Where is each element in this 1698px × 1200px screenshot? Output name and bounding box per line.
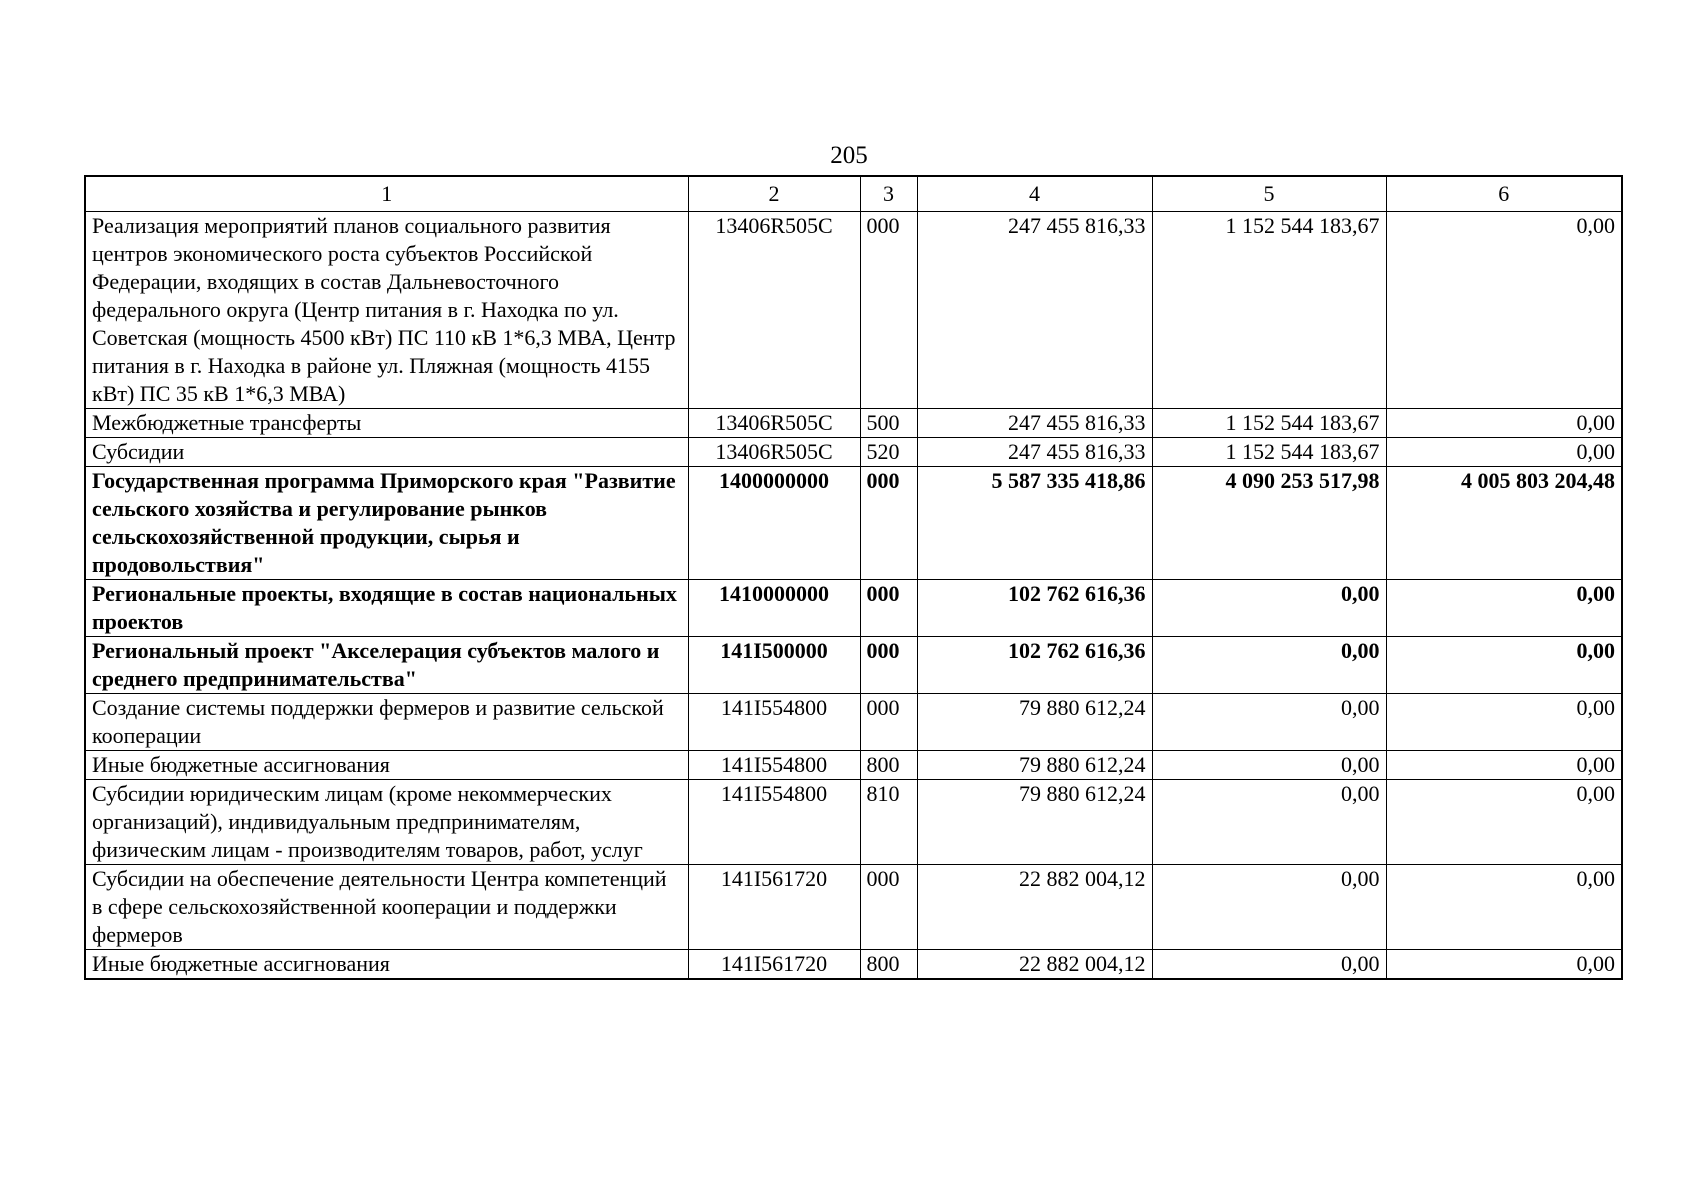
amount-col6-cell: 0,00 bbox=[1386, 637, 1622, 694]
amount-col5-cell: 0,00 bbox=[1152, 580, 1386, 637]
item-name-cell: Создание системы поддержки фермеров и развитие сельской кооперации bbox=[85, 694, 688, 751]
target-code-cell: 141I500000 bbox=[688, 637, 860, 694]
expense-kind-cell: 000 bbox=[860, 467, 917, 580]
amount-col5-cell: 4 090 253 517,98 bbox=[1152, 467, 1386, 580]
target-code-cell: 13406R505C bbox=[688, 212, 860, 409]
amount-col5-cell: 0,00 bbox=[1152, 637, 1386, 694]
column-header: 6 bbox=[1386, 176, 1622, 212]
expense-kind-cell: 800 bbox=[860, 950, 917, 980]
column-header: 1 bbox=[85, 176, 688, 212]
table-row bbox=[85, 780, 1622, 865]
amount-col4-cell: 247 455 816,33 bbox=[917, 409, 1152, 438]
amount-col6-cell: 0,00 bbox=[1386, 438, 1622, 467]
amount-col6-cell: 0,00 bbox=[1386, 694, 1622, 751]
table-row bbox=[85, 950, 1622, 980]
expense-kind-cell: 520 bbox=[860, 438, 917, 467]
amount-col5-cell: 0,00 bbox=[1152, 751, 1386, 780]
item-name-cell: Региональные проекты, входящие в состав национальных проектов bbox=[85, 580, 688, 637]
amount-col5-cell: 0,00 bbox=[1152, 780, 1386, 865]
amount-col4-cell: 5 587 335 418,86 bbox=[917, 467, 1152, 580]
amount-col4-cell: 79 880 612,24 bbox=[917, 751, 1152, 780]
expense-kind-cell: 000 bbox=[860, 580, 917, 637]
expense-kind-cell: 800 bbox=[860, 751, 917, 780]
expense-kind-cell: 500 bbox=[860, 409, 917, 438]
column-header: 2 bbox=[688, 176, 860, 212]
amount-col6-cell: 0,00 bbox=[1386, 409, 1622, 438]
table-row bbox=[85, 751, 1622, 780]
target-code-cell: 141I561720 bbox=[688, 865, 860, 950]
amount-col5-cell: 1 152 544 183,67 bbox=[1152, 212, 1386, 409]
item-name-cell: Иные бюджетные ассигнования bbox=[85, 751, 688, 780]
amount-col6-cell: 4 005 803 204,48 bbox=[1386, 467, 1622, 580]
amount-col5-cell: 0,00 bbox=[1152, 694, 1386, 751]
expense-kind-cell: 000 bbox=[860, 694, 917, 751]
table-row bbox=[85, 580, 1622, 637]
amount-col6-cell: 0,00 bbox=[1386, 950, 1622, 980]
table-row bbox=[85, 637, 1622, 694]
column-header: 5 bbox=[1152, 176, 1386, 212]
target-code-cell: 141I561720 bbox=[688, 950, 860, 980]
item-name-cell: Субсидии на обеспечение деятельности Центра компетенций в сфере сельскохозяйственной кооперации и поддержки фермеров bbox=[85, 865, 688, 950]
table-row bbox=[85, 865, 1622, 950]
column-header: 3 bbox=[860, 176, 917, 212]
amount-col5-cell: 1 152 544 183,67 bbox=[1152, 409, 1386, 438]
amount-col4-cell: 102 762 616,36 bbox=[917, 580, 1152, 637]
amount-col5-cell: 0,00 bbox=[1152, 950, 1386, 980]
column-header: 4 bbox=[917, 176, 1152, 212]
table-row bbox=[85, 694, 1622, 751]
expense-kind-cell: 000 bbox=[860, 865, 917, 950]
amount-col4-cell: 22 882 004,12 bbox=[917, 865, 1152, 950]
target-code-cell: 141I554800 bbox=[688, 780, 860, 865]
amount-col4-cell: 247 455 816,33 bbox=[917, 438, 1152, 467]
target-code-cell: 141I554800 bbox=[688, 751, 860, 780]
page-number: 205 bbox=[830, 142, 868, 169]
expense-kind-cell: 000 bbox=[860, 637, 917, 694]
item-name-cell: Межбюджетные трансферты bbox=[85, 409, 688, 438]
table-row bbox=[85, 409, 1622, 438]
amount-col4-cell: 22 882 004,12 bbox=[917, 950, 1152, 980]
header-row bbox=[85, 176, 1622, 212]
amount-col6-cell: 0,00 bbox=[1386, 212, 1622, 409]
amount-col6-cell: 0,00 bbox=[1386, 780, 1622, 865]
expense-kind-cell: 810 bbox=[860, 780, 917, 865]
target-code-cell: 13406R505C bbox=[688, 438, 860, 467]
expense-kind-cell: 000 bbox=[860, 212, 917, 409]
amount-col4-cell: 79 880 612,24 bbox=[917, 780, 1152, 865]
amount-col6-cell: 0,00 bbox=[1386, 580, 1622, 637]
target-code-cell: 1400000000 bbox=[688, 467, 860, 580]
item-name-cell: Субсидии bbox=[85, 438, 688, 467]
target-code-cell: 141I554800 bbox=[688, 694, 860, 751]
item-name-cell: Региональный проект "Акселерация субъектов малого и среднего предпринимательства" bbox=[85, 637, 688, 694]
amount-col5-cell: 1 152 544 183,67 bbox=[1152, 438, 1386, 467]
table-row bbox=[85, 212, 1622, 409]
item-name-cell: Субсидии юридическим лицам (кроме некоммерческих организаций), индивидуальным предпринимателям, физическим лицам - производителям товаров, работ, услуг bbox=[85, 780, 688, 865]
target-code-cell: 1410000000 bbox=[688, 580, 860, 637]
amount-col5-cell: 0,00 bbox=[1152, 865, 1386, 950]
target-code-cell: 13406R505C bbox=[688, 409, 860, 438]
item-name-cell: Реализация мероприятий планов социального развития центров экономического роста субъектов Российской Федерации, входящих в состав Дальневосточного федерального округа (Центр питания в г. Находка по ул. Советская (мощность 4500 кВт) ПС 110 кВ 1*6,3 МВА, Центр питания в г. Находка в районе ул. Пляжная (мощность 4155 кВт) ПС 35 кВ 1*6,3 МВА) bbox=[85, 212, 688, 409]
table-row bbox=[85, 467, 1622, 580]
amount-col4-cell: 79 880 612,24 bbox=[917, 694, 1152, 751]
item-name-cell: Иные бюджетные ассигнования bbox=[85, 950, 688, 980]
item-name-cell: Государственная программа Приморского края "Развитие сельского хозяйства и регулирование рынков сельскохозяйственной продукции, сырья и продовольствия" bbox=[85, 467, 688, 580]
amount-col4-cell: 102 762 616,36 bbox=[917, 637, 1152, 694]
table-row bbox=[85, 438, 1622, 467]
amount-col4-cell: 247 455 816,33 bbox=[917, 212, 1152, 409]
budget-table bbox=[84, 175, 1623, 980]
amount-col6-cell: 0,00 bbox=[1386, 751, 1622, 780]
amount-col6-cell: 0,00 bbox=[1386, 865, 1622, 950]
